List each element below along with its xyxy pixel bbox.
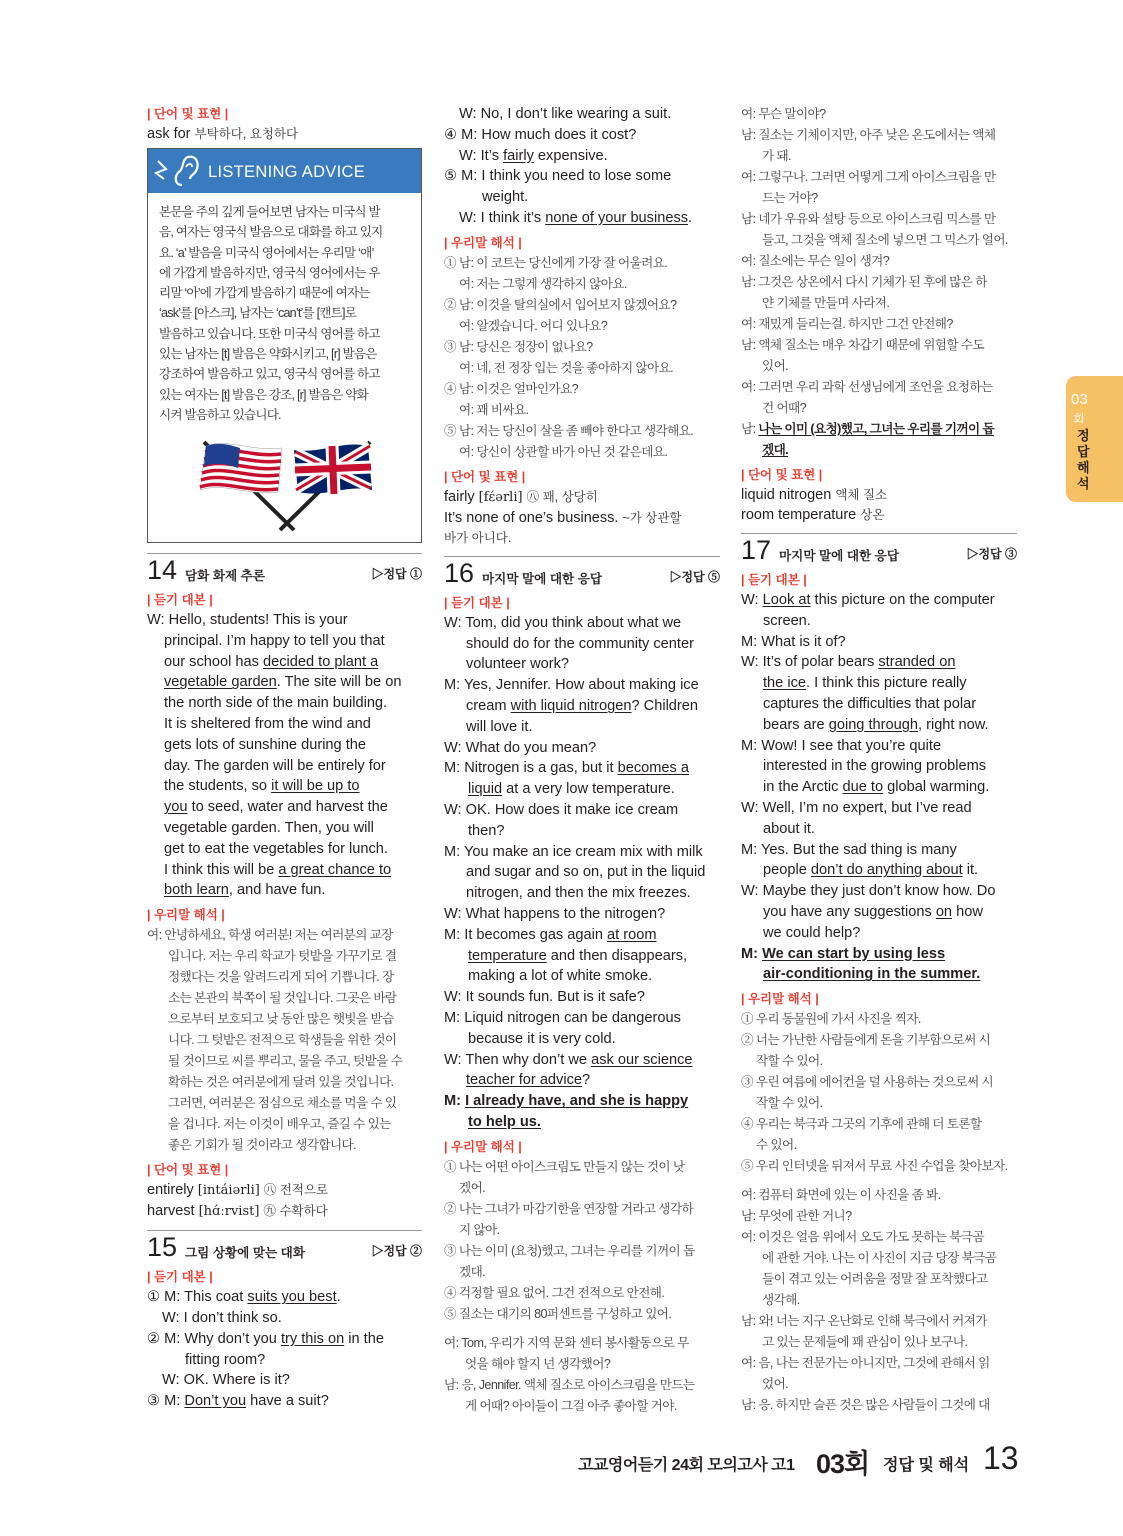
uk-flag-icon <box>294 444 372 494</box>
question-title: 담화 화제 추론 <box>185 569 265 583</box>
chapter-label: 정 답 해 석 <box>1077 428 1090 491</box>
question-14-header <box>147 553 422 590</box>
vocab-label: | 단어 및 표현 | <box>147 107 229 121</box>
vocab-item: entirely [intáiərli] ㊇ 전적으로 <box>147 1182 329 1199</box>
vocab-label: | 단어 및 표현 | <box>741 468 823 482</box>
listening-script: W: No, I don’t like wearing a suit. ④ M: How much does it cost? W: It’s fairly expensive. ⑤ M: I think you need to lose some weight. W: I think it’s none of your business. <box>444 106 693 226</box>
column-3 <box>741 104 1017 1416</box>
answer-options: ① 우리 동물원에 가서 사진을 찍자. ② 너는 가난한 사람들에게 돈을 기부함으로써 시 작할 수 있어. ③ 우린 여름에 에어컨을 덜 사용하는 것으로써 시 작할 수 있어. ④ 우리는 북극과 그곳의 기후에 관해 더 토론할 수 있어. ⑤ 우리 인터넷을 뒤져서 무료 사진 수업을 찾아보자. <box>741 1012 1008 1174</box>
listening-script: ① M: This coat suits you best. W: I don’t think so. ② M: Why don’t you try this on in the fitting room? W: OK. Where is it? ③ M: Don’t you have a suit? <box>147 1289 384 1410</box>
answer-badge: ▷정답 ③ <box>966 547 1017 561</box>
listening-advice-header <box>148 149 421 193</box>
answer-badge: ▷정답 ① <box>371 567 422 581</box>
listening-advice-body: 본문을 주의 깊게 들어보면 남자는 미국식 발 음, 여자는 영국식 발음으로 대화를 하고 있지 요. ‘a’ 발음을 미국식 영어에서는 우리말 ‘애’ 에 가깝게 발음하지만, 영국식 영어에서는 우 리말 ‘아’에 가깝게 발음하기 때문에 여자는 ‘ask’를 [아스크], 남자는 ‘can’t’를 [캔트]로 발음하고 있습니다. 또한 미국식 영어를 하고 있는 남자는 [t] 발음은 약화시키고, [r] 발음은 강조하여 발음하고 있고, 영국식 영어를 하고 있는 여자는 [t] 발음은 강조, [r] 발음은 약화 시켜 발음하고 있습니다. <box>159 205 383 422</box>
translation-label: | 우리말 해석 | <box>444 1139 522 1154</box>
page-number: 13 <box>983 1440 1019 1476</box>
question-number: 17 <box>741 535 772 565</box>
script-label: | 듣기 대본 | <box>147 593 213 607</box>
question-17-header <box>741 533 1017 570</box>
vocab-item: liquid nitrogen 액체 질소 <box>741 487 888 503</box>
page-footer <box>578 1442 1018 1482</box>
question-15-header <box>147 1230 422 1267</box>
question-number: 16 <box>444 557 475 588</box>
column-1 <box>147 104 422 1412</box>
script-label: | 듣기 대본 | <box>444 595 510 610</box>
question-number: 14 <box>147 555 178 585</box>
listening-script: W: Hello, students! This is your principal. I’m happy to tell you that our school has decided to plant a vegetable garden. The site will be on the north side of the main building. It is sheltered from the wind and gets lots of sunshine during the day. The garden will be entirely for the students, so it will be up to you to seed, water and harvest the vegetable garden. Then, you will get to eat the vegetables for lunch. I think this will be a great chance to both learn, and have fun. <box>147 612 402 899</box>
vocab-item: ask for 부탁하다, 요청하다 <box>147 126 299 142</box>
column-2 <box>444 104 720 1417</box>
vocab-item: harvest [hɑ́ːrvist] ㊈ 수확하다 <box>147 1203 328 1220</box>
crossed-flags-illustration <box>182 434 382 534</box>
listening-advice-title: LISTENING ADVICE <box>208 163 366 181</box>
translation-label: | 우리말 해석 | <box>741 992 819 1007</box>
book-title: 고교영어듣기 24회 모의고사 고1 <box>578 1457 795 1474</box>
vocab-label: | 단어 및 표현 | <box>444 469 526 484</box>
question-16-header <box>444 556 720 593</box>
listening-script: W: Look at this picture on the computer screen. M: What is it of? W: It’s of polar bears stranded on the ice. I think this picture really captures the difficulties that polar bears are going through, right now. M: Wow! I see that you’re quite interested in the growing problems in the Arctic due to global warming. W: Well, I’m no expert, but I’ve read about it. M: Yes. But the sad thing is many people don’t do anything about it. W: Maybe they just don’t know how. Do you have any suggestions on how we could help? M: We can start by using less air-conditioning in the summer. <box>741 592 996 983</box>
vocab-item: 바가 아니다. <box>444 530 512 545</box>
translation: 여: 무슨 말이야? 남: 질소는 기체이지만, 아주 낮은 온도에서는 액체 가 돼. 여: 그렇구나. 그러면 어떻게 그게 아이스크림을 만 드는 거야? 남: 네가 우유와 설탕 등으로 아이스크림 믹스를 만 들고, 그것을 액체 질소에 넣으면 그 믹스가 얼어. 여: 질소에는 무슨 일이 생겨? 남: 그것은 상온에서 다시 기체가 된 후에 많은 하 얀 기체를 만들며 사라져. 여: 재밌게 들리는걸. 하지만 그건 안전해? 남: 액체 질소는 매우 차갑기 때문에 위험할 수도 있어. 여: 그러면 우리 과학 선생님에게 조언을 요청하는 건 어때? 남: 나는 이미 (요청)했고, 그녀는 우리를 기꺼이 돕 겠대. <box>741 107 1008 457</box>
translation: 여: 컴퓨터 화면에 있는 이 사진을 좀 봐. 남: 무엇에 관한 거니? 여: 이것은 얼음 위에서 오도 가도 못하는 북극곰 에 관한 거야. 나는 이 사진이 지금 당장 북극곰 들이 겪고 있는 어려움을 정말 잘 포착했다고 생각해. 남: 와! 너는 지구 온난화로 인해 북극에서 커져가 고 있는 문제들에 꽤 관심이 있나 보구나. 여: 음, 나는 전문가는 아니지만, 그것에 관해서 읽 었어. 남: 응. 하지만 슬픈 것은 많은 사람들이 그것에 대 <box>741 1188 997 1413</box>
footer-suffix: 정답 및 해석 <box>883 1457 970 1474</box>
answer-badge: ▷정답 ② <box>371 1244 422 1259</box>
translation-label: | 우리말 해석 | <box>147 908 225 923</box>
vocab-item: It’s none of one’s business. ~가 상관할 <box>444 509 682 526</box>
question-title: 마지막 말에 대한 응답 <box>779 549 899 563</box>
round-number: 03회 <box>816 1449 870 1479</box>
ear-icon <box>152 149 202 193</box>
script-label: | 듣기 대본 | <box>147 1270 213 1285</box>
answer-badge: ▷정답 ⑤ <box>669 569 720 584</box>
answer-options: ① 나는 어떤 아이스크림도 만들지 않는 것이 낫 겠어. ② 나는 그녀가 마감기한을 연장할 거라고 생각하 지 않아. ③ 나는 이미 (요청)했고, 그녀는 우리를 기꺼이 돕 겠대. ④ 걱정할 필요 없어. 그건 전적으로 안전해. ⑤ 질소는 대기의 80퍼센트를 구성하고 있어. <box>444 1159 695 1321</box>
vocab-item: fairly [fέərli] ㊇ 꽤, 상당히 <box>444 488 598 505</box>
question-number: 15 <box>147 1232 178 1263</box>
us-flag-icon <box>200 443 282 492</box>
question-title: 그림 상황에 맞는 대화 <box>185 1246 305 1261</box>
vocab-item: room temperature 상온 <box>741 507 885 523</box>
chapter-unit: 회 <box>1073 412 1085 426</box>
chapter-side-tab <box>1066 376 1123 502</box>
chapter-number: 03 <box>1071 391 1088 408</box>
translation: 여: Tom, 우리가 지역 문화 센터 봉사활동으로 무 엇을 해야 할지 넌 생각했어? 남: 응, Jennifer. 액체 질소로 아이스크림을 만드는 게 어때? 아이들이 그걸 아주 좋아할 거야. <box>444 1335 695 1413</box>
translation: ① 남: 이 코트는 당신에게 가장 잘 어울려요. 여: 저는 그렇게 생각하지 않아요. ② 남: 이것을 탈의실에서 입어보지 않겠어요? 여: 알겠습니다. 어디 있나요? ③ 남: 당신은 정장이 없나요? 여: 네, 전 정장 입는 것을 좋아하지 않아요. ④ 남: 이것은 얼마인가요? 여: 꽤 비싸요. ⑤ 남: 저는 당신이 살을 좀 빼야 한다고 생각해요. 여: 당신이 상관할 바가 아닌 것 같은데요. <box>444 255 694 459</box>
translation-label: | 우리말 해석 | <box>444 235 522 250</box>
listening-advice-box <box>147 148 422 543</box>
vocab-label: | 단어 및 표현 | <box>147 1163 229 1178</box>
script-label: | 듣기 대본 | <box>741 573 807 587</box>
question-title: 마지막 말에 대한 응답 <box>482 571 602 586</box>
listening-script: W: Tom, did you think about what we should do for the community center volunteer work? M: Yes, Jennifer. How about making ice cream with liquid nitrogen? Children will love it. W: What do you mean? M: Nitrogen is a gas, but it becomes a liquid at a very low temperature. W: OK. How does it make ice cream then? M: You make an ice cream mix with milk and sugar and so on, put in the liquid nitrogen, and then the mix freezes. W: What happens to the nitrogen? M: It becomes gas again at room temperature and then disappears, making a lot of white smoke. W: It sounds fun. But is it safe? M: Liquid nitrogen can be dangerous because it is very cold. W: Then why don’t we ask our science teacher for advice? M: I already have, and she is happy to help us. <box>444 614 706 1130</box>
translation: 여: 안녕하세요, 학생 여러분! 저는 여러분의 교장 입니다. 저는 우리 학교가 텃밭을 가꾸기로 결 정했다는 것을 알려드리게 되어 기쁩니다. 장 소는 본관의 북쪽이 될 것입니다. 그곳은 바람 으로부터 보호되고 낮 동안 많은 햇빛을 받습 니다. 그 텃밭은 전적으로 학생들을 위한 것이 될 것이므로 씨를 뿌리고, 물을 주고, 텃밭을 수 확하는 것은 여러분에게 달려 있을 것입니다. 그러면, 여러분은 점심으로 채소를 먹을 수 있 을 겁니다. 저는 이것이 배우고, 즐길 수 있는 좋은 기회가 될 것이라고 생각합니다. <box>147 928 403 1153</box>
